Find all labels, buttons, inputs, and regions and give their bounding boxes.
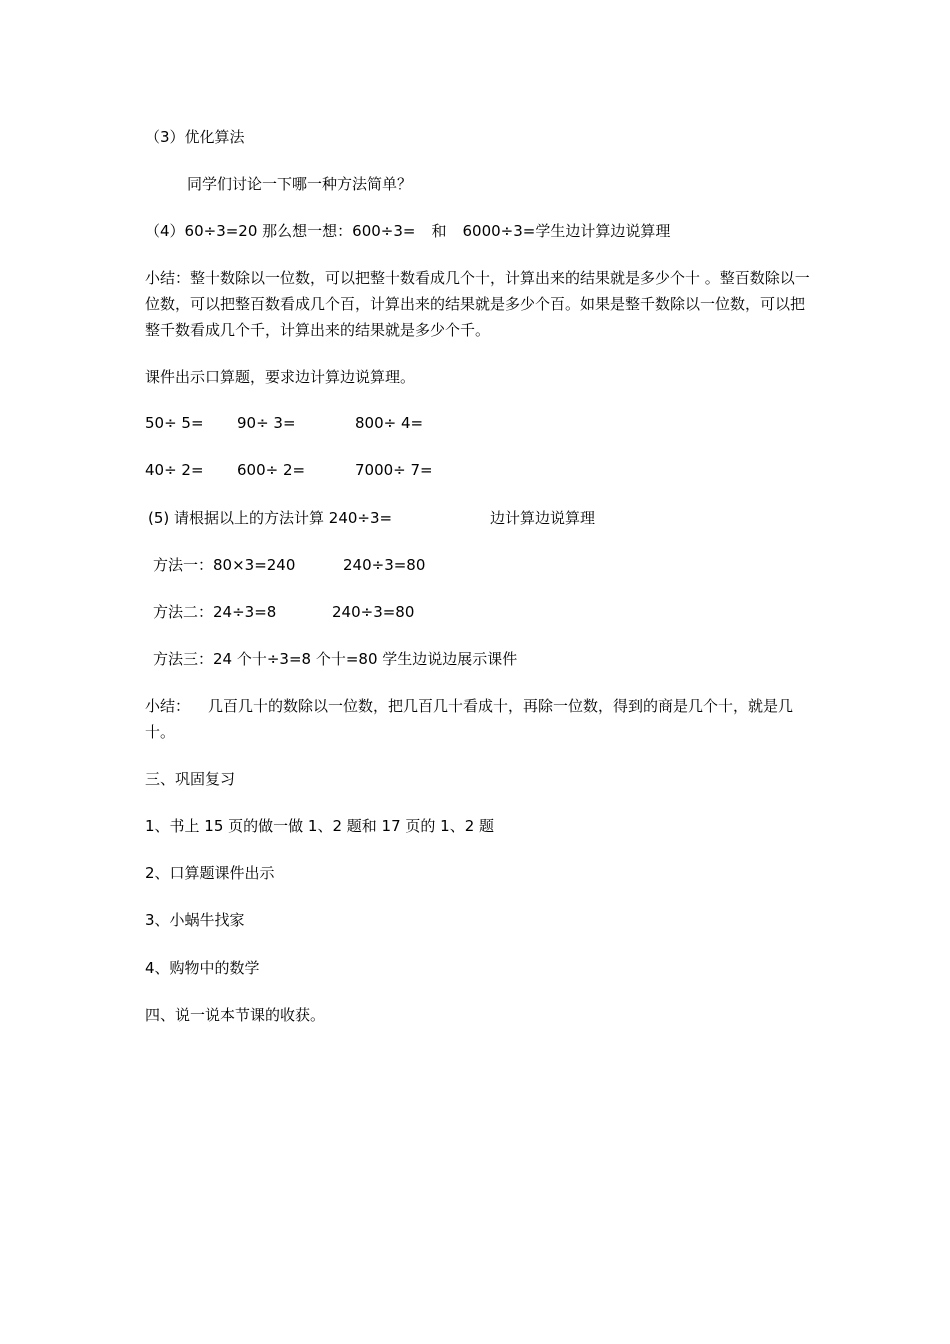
method-1-part-b: 240÷3=80 [343,556,426,574]
review-item: 2、口算题课件出示 [145,864,275,882]
method-1-part-a: 方法一：80×3=240 [153,556,296,574]
review-item: 3、小蜗牛找家 [145,911,245,929]
section4-tail: 6000÷3=学生边计算边说算理 [462,222,671,240]
oral-row-2 [145,457,433,483]
oral-problem: 90÷ 3= [237,414,296,432]
summary-2 [145,693,813,745]
section3-heading: （3）优化算法 [145,128,245,146]
oral-problem: 40÷ 2= [145,461,204,479]
review-item: 4、购物中的数学 [145,959,260,977]
section5-line [148,505,595,531]
oral-row-1 [145,410,423,436]
section5-note: 边计算边说算理 [490,509,596,527]
method-2-part-a: 方法二：24÷3=8 [153,603,277,621]
section4-label: （4）60÷3=20 那么想一想：600÷3= [145,222,416,240]
oral-problem: 7000÷ 7= [355,461,433,479]
method-2-part-b: 240÷3=80 [332,603,415,621]
review-heading: 三、巩固复习 [145,770,236,788]
oral-problem: 800÷ 4= [355,414,424,432]
oral-problem: 600÷ 2= [237,461,306,479]
review-item: 1、书上 15 页的做一做 1、2 题和 17 页的 1、2 题 [145,817,495,835]
section5-label: (5) 请根据以上的方法计算 240÷3= [148,509,393,527]
section3-discuss: 同学们讨论一下哪一种方法简单？ [187,175,413,193]
summary-1: 小结：整十数除以一位数，可以把整十数看成几个十，计算出来的结果就是多少个十 。整百数除以一位数，可以把整百数看成几个百，计算出来的结果就是多少个百。如果是整千数除以一位数，可以把整千数看成几个千，计算出来的结果就是多少个千。 [145,269,810,339]
section4-line [145,218,670,244]
summary-2-label: 小结： [145,697,191,715]
method-3: 方法三：24 个十÷3=8 个十=80 学生边说边展示课件 [153,650,518,668]
closing-line: 四、说一说本节课的收获。 [145,1006,326,1024]
oral-problem: 50÷ 5= [145,414,204,432]
method-2 [153,599,414,625]
section4-and: 和 [431,222,447,240]
method-1 [153,552,425,578]
courseware-intro: 课件出示口算题，要求边计算边说算理。 [145,368,416,386]
summary-2-text: 几百几十的数除以一位数，把几百几十看成十，再除一位数，得到的商是几个十，就是几十。 [145,697,794,741]
